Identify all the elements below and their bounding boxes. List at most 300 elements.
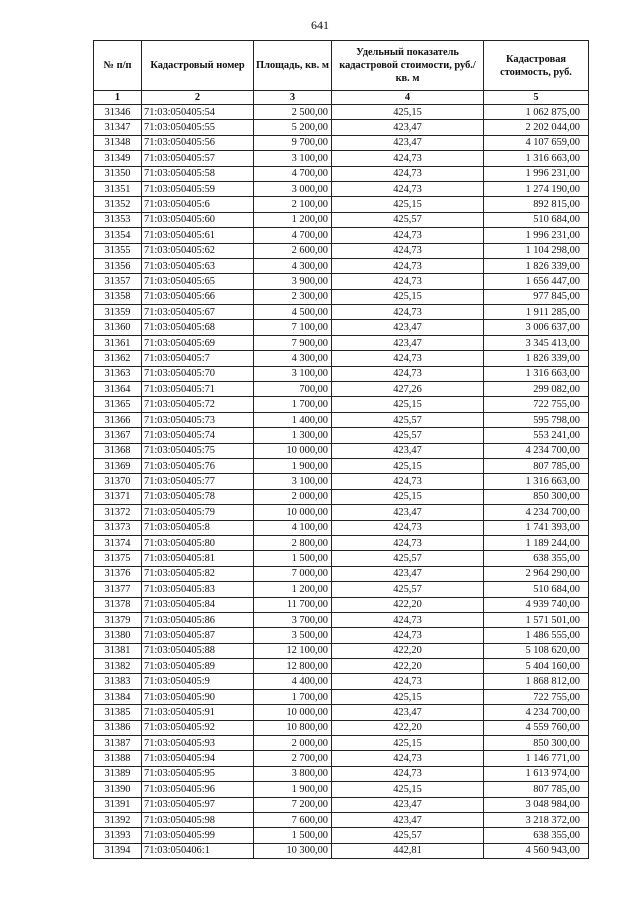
area-cell: 11 700,00 (254, 597, 332, 612)
table-row (94, 258, 589, 273)
area-cell: 1 200,00 (254, 212, 332, 227)
area-cell: 3 700,00 (254, 612, 332, 627)
row-number-cell: 31382 (94, 659, 142, 674)
cadastral-number-cell: 71:03:050405:95 (142, 766, 254, 781)
table-row (94, 412, 589, 427)
area-cell: 4 300,00 (254, 351, 332, 366)
row-number-cell: 31368 (94, 443, 142, 458)
cadastral-value-cell: 1 104 298,00 (484, 243, 589, 258)
cadastral-number-cell: 71:03:050405:55 (142, 120, 254, 135)
table-row (94, 351, 589, 366)
unit-value-cell: 422,20 (332, 643, 484, 658)
area-cell: 2 500,00 (254, 105, 332, 120)
row-number-cell: 31349 (94, 151, 142, 166)
unit-value-cell: 425,15 (332, 289, 484, 304)
area-cell: 2 700,00 (254, 751, 332, 766)
cadastral-value-cell: 2 202 044,00 (484, 120, 589, 135)
table-row (94, 812, 589, 827)
unit-value-cell: 422,20 (332, 720, 484, 735)
unit-value-cell: 423,47 (332, 335, 484, 350)
cadastral-value-cell: 722 755,00 (484, 689, 589, 704)
header-area: Площадь, кв. м (254, 41, 332, 91)
table-row (94, 135, 589, 150)
unit-value-cell: 425,57 (332, 428, 484, 443)
area-cell: 12 800,00 (254, 659, 332, 674)
area-cell: 2 600,00 (254, 243, 332, 258)
unit-value-cell: 425,57 (332, 582, 484, 597)
row-number-cell: 31394 (94, 843, 142, 858)
unit-value-cell: 423,47 (332, 705, 484, 720)
unit-value-cell: 424,73 (332, 628, 484, 643)
unit-value-cell: 425,15 (332, 397, 484, 412)
row-number-cell: 31378 (94, 597, 142, 612)
cadastral-number-cell: 71:03:050405:87 (142, 628, 254, 643)
area-cell: 7 000,00 (254, 566, 332, 581)
cadastral-number-cell: 71:03:050405:71 (142, 382, 254, 397)
unit-value-cell: 424,73 (332, 351, 484, 366)
cadastral-number-cell: 71:03:050405:63 (142, 258, 254, 273)
cadastral-number-cell: 71:03:050406:1 (142, 843, 254, 858)
unit-value-cell: 425,57 (332, 212, 484, 227)
column-number: 2 (142, 91, 254, 105)
row-number-cell: 31363 (94, 366, 142, 381)
cadastral-number-cell: 71:03:050405:84 (142, 597, 254, 612)
unit-value-cell: 423,47 (332, 505, 484, 520)
cadastral-value-cell: 850 300,00 (484, 736, 589, 751)
area-cell: 3 100,00 (254, 366, 332, 381)
cadastral-number-cell: 71:03:050405:67 (142, 305, 254, 320)
row-number-cell: 31379 (94, 612, 142, 627)
table-row (94, 443, 589, 458)
cadastral-number-cell: 71:03:050405:74 (142, 428, 254, 443)
cadastral-number-cell: 71:03:050405:89 (142, 659, 254, 674)
unit-value-cell: 427,26 (332, 382, 484, 397)
table-row (94, 228, 589, 243)
unit-value-cell: 425,57 (332, 551, 484, 566)
unit-value-cell: 424,73 (332, 274, 484, 289)
row-number-cell: 31388 (94, 751, 142, 766)
unit-value-cell: 423,47 (332, 797, 484, 812)
table-row (94, 489, 589, 504)
unit-value-cell: 424,73 (332, 305, 484, 320)
row-number-cell: 31354 (94, 228, 142, 243)
cadastral-value-cell: 5 404 160,00 (484, 659, 589, 674)
row-number-cell: 31359 (94, 305, 142, 320)
table-row (94, 566, 589, 581)
cadastral-number-cell: 71:03:050405:68 (142, 320, 254, 335)
cadastral-number-cell: 71:03:050405:81 (142, 551, 254, 566)
row-number-cell: 31364 (94, 382, 142, 397)
cadastral-value-cell: 4 234 700,00 (484, 705, 589, 720)
table-row (94, 674, 589, 689)
cadastral-number-cell: 71:03:050405:99 (142, 828, 254, 843)
row-number-cell: 31366 (94, 412, 142, 427)
unit-value-cell: 422,20 (332, 659, 484, 674)
area-cell: 1 500,00 (254, 551, 332, 566)
unit-value-cell: 424,73 (332, 535, 484, 550)
area-cell: 4 700,00 (254, 228, 332, 243)
cadastral-number-cell: 71:03:050405:93 (142, 736, 254, 751)
unit-value-cell: 424,73 (332, 674, 484, 689)
cadastral-number-cell: 71:03:050405:65 (142, 274, 254, 289)
row-number-cell: 31370 (94, 474, 142, 489)
table-row (94, 320, 589, 335)
cadastral-value-cell: 2 964 290,00 (484, 566, 589, 581)
cadastral-value-cell: 638 355,00 (484, 551, 589, 566)
unit-value-cell: 424,73 (332, 166, 484, 181)
row-number-cell: 31350 (94, 166, 142, 181)
cadastral-number-cell: 71:03:050405:70 (142, 366, 254, 381)
table-header (94, 41, 589, 105)
cadastral-number-cell: 71:03:050405:98 (142, 812, 254, 827)
row-number-cell: 31389 (94, 766, 142, 781)
table-row (94, 628, 589, 643)
row-number-cell: 31380 (94, 628, 142, 643)
column-number: 4 (332, 91, 484, 105)
cadastral-number-cell: 71:03:050405:7 (142, 351, 254, 366)
cadastral-value-cell: 892 815,00 (484, 197, 589, 212)
area-cell: 4 700,00 (254, 166, 332, 181)
cadastral-number-cell: 71:03:050405:86 (142, 612, 254, 627)
area-cell: 10 000,00 (254, 505, 332, 520)
area-cell: 4 500,00 (254, 305, 332, 320)
table-row (94, 843, 589, 858)
table-row (94, 597, 589, 612)
unit-value-cell: 425,15 (332, 458, 484, 473)
area-cell: 10 000,00 (254, 443, 332, 458)
cadastral-value-cell: 3 345 413,00 (484, 335, 589, 350)
area-cell: 3 500,00 (254, 628, 332, 643)
row-number-cell: 31357 (94, 274, 142, 289)
cadastral-value-cell: 1 189 244,00 (484, 535, 589, 550)
header-row (94, 41, 589, 91)
unit-value-cell: 424,73 (332, 751, 484, 766)
area-cell: 3 800,00 (254, 766, 332, 781)
table-row (94, 120, 589, 135)
column-number-row (94, 91, 589, 105)
table-row (94, 705, 589, 720)
row-number-cell: 31393 (94, 828, 142, 843)
cadastral-number-cell: 71:03:050405:57 (142, 151, 254, 166)
row-number-cell: 31358 (94, 289, 142, 304)
cadastral-value-cell: 807 785,00 (484, 458, 589, 473)
unit-value-cell: 425,15 (332, 689, 484, 704)
table-row (94, 782, 589, 797)
area-cell: 1 700,00 (254, 397, 332, 412)
cadastral-value-cell: 299 082,00 (484, 382, 589, 397)
cadastral-value-cell: 1 316 663,00 (484, 474, 589, 489)
area-cell: 3 000,00 (254, 181, 332, 196)
row-number-cell: 31355 (94, 243, 142, 258)
area-cell: 1 400,00 (254, 412, 332, 427)
table-row (94, 274, 589, 289)
unit-value-cell: 424,73 (332, 181, 484, 196)
unit-value-cell: 424,73 (332, 228, 484, 243)
unit-value-cell: 423,47 (332, 120, 484, 135)
cadastral-value-cell: 807 785,00 (484, 782, 589, 797)
area-cell: 7 100,00 (254, 320, 332, 335)
table-row (94, 166, 589, 181)
header-cadastral-number: Кадастровый номер (142, 41, 254, 91)
row-number-cell: 31346 (94, 105, 142, 120)
unit-value-cell: 425,15 (332, 736, 484, 751)
row-number-cell: 31372 (94, 505, 142, 520)
table-row (94, 105, 589, 120)
cadastral-number-cell: 71:03:050405:83 (142, 582, 254, 597)
area-cell: 9 700,00 (254, 135, 332, 150)
column-number: 3 (254, 91, 332, 105)
cadastral-value-cell: 1 486 555,00 (484, 628, 589, 643)
table-body (94, 105, 589, 859)
table-row (94, 428, 589, 443)
cadastral-value-cell: 1 062 875,00 (484, 105, 589, 120)
cadastral-number-cell: 71:03:050405:8 (142, 520, 254, 535)
cadastral-number-cell: 71:03:050405:82 (142, 566, 254, 581)
unit-value-cell: 425,57 (332, 412, 484, 427)
unit-value-cell: 425,15 (332, 489, 484, 504)
table-row (94, 720, 589, 735)
table-row (94, 366, 589, 381)
cadastral-value-cell: 510 684,00 (484, 212, 589, 227)
unit-value-cell: 424,73 (332, 258, 484, 273)
row-number-cell: 31387 (94, 736, 142, 751)
column-number: 5 (484, 91, 589, 105)
cadastral-value-cell: 850 300,00 (484, 489, 589, 504)
row-number-cell: 31362 (94, 351, 142, 366)
row-number-cell: 31376 (94, 566, 142, 581)
cadastral-value-cell: 1 996 231,00 (484, 228, 589, 243)
unit-value-cell: 424,73 (332, 151, 484, 166)
table-row (94, 689, 589, 704)
area-cell: 7 200,00 (254, 797, 332, 812)
unit-value-cell: 425,15 (332, 782, 484, 797)
table-row (94, 766, 589, 781)
area-cell: 12 100,00 (254, 643, 332, 658)
cadastral-value-cell: 4 559 760,00 (484, 720, 589, 735)
cadastral-value-cell: 1 274 190,00 (484, 181, 589, 196)
unit-value-cell: 423,47 (332, 135, 484, 150)
cadastral-value-cell: 1 826 339,00 (484, 258, 589, 273)
row-number-cell: 31375 (94, 551, 142, 566)
cadastral-number-cell: 71:03:050405:77 (142, 474, 254, 489)
row-number-cell: 31369 (94, 458, 142, 473)
cadastral-value-cell: 4 107 659,00 (484, 135, 589, 150)
table-row (94, 243, 589, 258)
cadastral-value-cell: 722 755,00 (484, 397, 589, 412)
area-cell: 2 100,00 (254, 197, 332, 212)
cadastral-number-cell: 71:03:050405:9 (142, 674, 254, 689)
area-cell: 2 000,00 (254, 736, 332, 751)
cadastral-number-cell: 71:03:050405:62 (142, 243, 254, 258)
row-number-cell: 31373 (94, 520, 142, 535)
cadastral-value-cell: 1 911 285,00 (484, 305, 589, 320)
cadastral-value-cell: 1 316 663,00 (484, 366, 589, 381)
cadastral-number-cell: 71:03:050405:59 (142, 181, 254, 196)
area-cell: 4 100,00 (254, 520, 332, 535)
cadastral-value-cell: 1 996 231,00 (484, 166, 589, 181)
cadastral-number-cell: 71:03:050405:94 (142, 751, 254, 766)
row-number-cell: 31356 (94, 258, 142, 273)
row-number-cell: 31371 (94, 489, 142, 504)
cadastral-number-cell: 71:03:050405:73 (142, 412, 254, 427)
cadastral-number-cell: 71:03:050405:78 (142, 489, 254, 504)
row-number-cell: 31348 (94, 135, 142, 150)
table-row (94, 212, 589, 227)
cadastral-number-cell: 71:03:050405:58 (142, 166, 254, 181)
table-row (94, 181, 589, 196)
unit-value-cell: 424,73 (332, 243, 484, 258)
unit-value-cell: 423,47 (332, 812, 484, 827)
table-row (94, 289, 589, 304)
cadastral-number-cell: 71:03:050405:88 (142, 643, 254, 658)
cadastral-number-cell: 71:03:050405:61 (142, 228, 254, 243)
table-row (94, 612, 589, 627)
cadastral-number-cell: 71:03:050405:91 (142, 705, 254, 720)
cadastral-value-cell: 3 218 372,00 (484, 812, 589, 827)
row-number-cell: 31386 (94, 720, 142, 735)
table-row (94, 505, 589, 520)
header-unit-value: Удельный показатель кадастровой стоимости, руб./кв. м (332, 41, 484, 91)
table-row (94, 458, 589, 473)
area-cell: 2 000,00 (254, 489, 332, 504)
table-row (94, 736, 589, 751)
row-number-cell: 31377 (94, 582, 142, 597)
row-number-cell: 31390 (94, 782, 142, 797)
cadastral-number-cell: 71:03:050405:56 (142, 135, 254, 150)
area-cell: 3 900,00 (254, 274, 332, 289)
cadastral-value-cell: 1 146 771,00 (484, 751, 589, 766)
cadastral-number-cell: 71:03:050405:60 (142, 212, 254, 227)
row-number-cell: 31374 (94, 535, 142, 550)
table-row (94, 397, 589, 412)
row-number-cell: 31384 (94, 689, 142, 704)
area-cell: 1 900,00 (254, 782, 332, 797)
cadastral-number-cell: 71:03:050405:72 (142, 397, 254, 412)
row-number-cell: 31352 (94, 197, 142, 212)
table-row (94, 335, 589, 350)
table-row (94, 582, 589, 597)
unit-value-cell: 422,20 (332, 597, 484, 612)
area-cell: 4 300,00 (254, 258, 332, 273)
area-cell: 700,00 (254, 382, 332, 397)
table-row (94, 474, 589, 489)
table-row (94, 643, 589, 658)
cadastral-value-cell: 510 684,00 (484, 582, 589, 597)
page-number: 641 (311, 18, 329, 32)
area-cell: 1 300,00 (254, 428, 332, 443)
header-number: № п/п (94, 41, 142, 91)
unit-value-cell: 425,15 (332, 105, 484, 120)
table-row (94, 535, 589, 550)
cadastral-value-cell: 553 241,00 (484, 428, 589, 443)
unit-value-cell: 424,73 (332, 474, 484, 489)
cadastral-number-cell: 71:03:050405:75 (142, 443, 254, 458)
row-number-cell: 31347 (94, 120, 142, 135)
area-cell: 1 500,00 (254, 828, 332, 843)
row-number-cell: 31391 (94, 797, 142, 812)
cadastral-number-cell: 71:03:050405:97 (142, 797, 254, 812)
unit-value-cell: 423,47 (332, 566, 484, 581)
cadastral-value-cell: 1 826 339,00 (484, 351, 589, 366)
row-number-cell: 31381 (94, 643, 142, 658)
table-row (94, 305, 589, 320)
table-row (94, 797, 589, 812)
cadastral-number-cell: 71:03:050405:69 (142, 335, 254, 350)
unit-value-cell: 425,57 (332, 828, 484, 843)
table-row (94, 197, 589, 212)
row-number-cell: 31392 (94, 812, 142, 827)
unit-value-cell: 425,15 (332, 197, 484, 212)
row-number-cell: 31351 (94, 181, 142, 196)
cadastral-number-cell: 71:03:050405:66 (142, 289, 254, 304)
unit-value-cell: 442,81 (332, 843, 484, 858)
cadastral-value-cell: 4 234 700,00 (484, 505, 589, 520)
table-row (94, 151, 589, 166)
row-number-cell: 31353 (94, 212, 142, 227)
area-cell: 10 000,00 (254, 705, 332, 720)
cadastral-number-cell: 71:03:050405:6 (142, 197, 254, 212)
area-cell: 5 200,00 (254, 120, 332, 135)
area-cell: 3 100,00 (254, 151, 332, 166)
area-cell: 1 200,00 (254, 582, 332, 597)
cadastral-value-cell: 5 108 620,00 (484, 643, 589, 658)
table-row (94, 382, 589, 397)
cadastral-number-cell: 71:03:050405:79 (142, 505, 254, 520)
cadastral-value-cell: 1 613 974,00 (484, 766, 589, 781)
unit-value-cell: 423,47 (332, 443, 484, 458)
table-row (94, 659, 589, 674)
table-row (94, 551, 589, 566)
cadastral-number-cell: 71:03:050405:92 (142, 720, 254, 735)
area-cell: 10 300,00 (254, 843, 332, 858)
cadastral-number-cell: 71:03:050405:76 (142, 458, 254, 473)
cadastral-value-cell: 1 316 663,00 (484, 151, 589, 166)
area-cell: 2 300,00 (254, 289, 332, 304)
cadastral-value-cell: 3 048 984,00 (484, 797, 589, 812)
row-number-cell: 31360 (94, 320, 142, 335)
table-row (94, 751, 589, 766)
cadastral-value-cell: 1 656 447,00 (484, 274, 589, 289)
area-cell: 2 800,00 (254, 535, 332, 550)
cadastral-number-cell: 71:03:050405:90 (142, 689, 254, 704)
unit-value-cell: 424,73 (332, 766, 484, 781)
header-cadastral-value: Кадастровая стоимость, руб. (484, 41, 589, 91)
cadastral-value-cell: 4 560 943,00 (484, 843, 589, 858)
row-number-cell: 31365 (94, 397, 142, 412)
cadastral-value-cell: 4 234 700,00 (484, 443, 589, 458)
cadastral-number-cell: 71:03:050405:96 (142, 782, 254, 797)
table-row (94, 828, 589, 843)
unit-value-cell: 424,73 (332, 520, 484, 535)
area-cell: 7 900,00 (254, 335, 332, 350)
area-cell: 7 600,00 (254, 812, 332, 827)
cadastral-table (93, 40, 589, 859)
table-row (94, 520, 589, 535)
row-number-cell: 31361 (94, 335, 142, 350)
area-cell: 10 800,00 (254, 720, 332, 735)
row-number-cell: 31385 (94, 705, 142, 720)
cadastral-number-cell: 71:03:050405:80 (142, 535, 254, 550)
cadastral-value-cell: 1 868 812,00 (484, 674, 589, 689)
area-cell: 1 700,00 (254, 689, 332, 704)
cadastral-value-cell: 1 571 501,00 (484, 612, 589, 627)
unit-value-cell: 424,73 (332, 366, 484, 381)
column-number: 1 (94, 91, 142, 105)
cadastral-value-cell: 638 355,00 (484, 828, 589, 843)
cadastral-value-cell: 595 798,00 (484, 412, 589, 427)
unit-value-cell: 424,73 (332, 612, 484, 627)
area-cell: 1 900,00 (254, 458, 332, 473)
